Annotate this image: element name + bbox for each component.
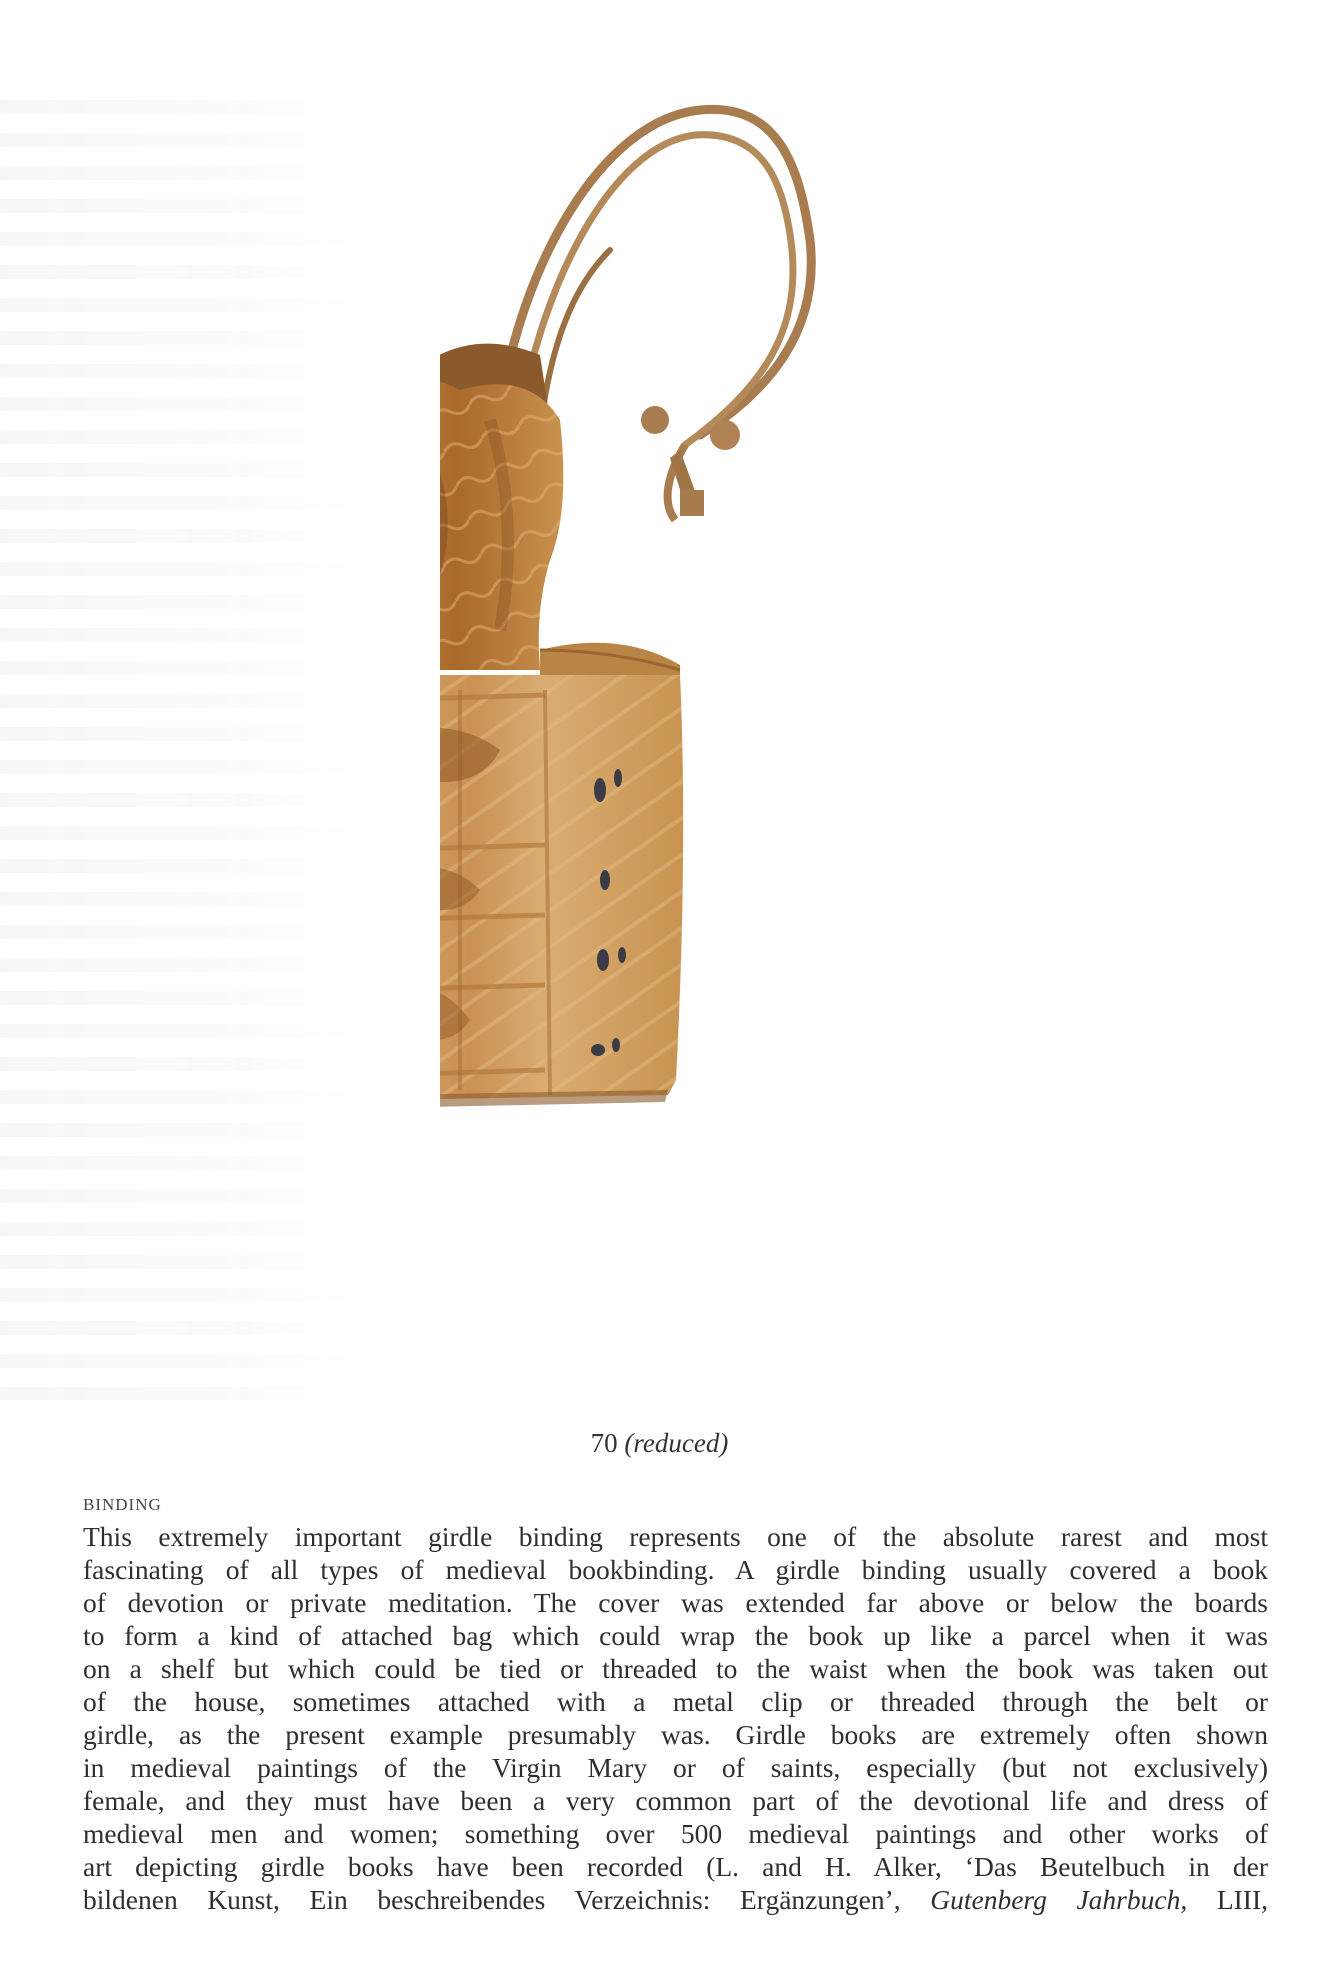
text-line: female, and they must have been a very common part of the devotional life and dress of [83, 1785, 1268, 1816]
text-line-last [83, 1883, 1268, 1916]
figure-note: (reduced) [624, 1428, 729, 1458]
text-line: fascinating of all types of medieval bookbinding. A girdle binding usually covered a book [83, 1554, 1268, 1585]
text-line: on a shelf but which could be tied or threaded to the waist when the book was taken out [83, 1653, 1268, 1684]
text-line: to form a kind of attached bag which could wrap the book up like a parcel when it was [83, 1620, 1268, 1651]
girdle-book-photo [440, 90, 1040, 1410]
show-through-text [0, 100, 360, 1400]
description-text [83, 1520, 1268, 1916]
text-line: of devotion or private meditation. The cover was extended far above or below the boards [83, 1587, 1268, 1618]
journal-title: Gutenberg Jahrbuch, [930, 1884, 1188, 1915]
text-line: This extremely important girdle binding represents one of the absolute rarest and most [83, 1521, 1268, 1552]
figure-caption [0, 1428, 1319, 1459]
text-line: in medieval paintings of the Virgin Mary or of saints, especially (but not exclusively) [83, 1752, 1268, 1783]
text-line: of the house, sometimes attached with a metal clip or threaded through the belt or [83, 1686, 1268, 1717]
text-line: girdle, as the present example presumably was. Girdle books are extremely often shown [83, 1719, 1268, 1750]
section-heading: BINDING [83, 1495, 162, 1514]
citation-text: bildenen Kunst, Ein beschreibendes Verzeichnis: Ergänzungen’, [83, 1884, 931, 1915]
text-line: medieval men and women; something over 500 medieval paintings and other works of [83, 1818, 1268, 1849]
text-line: art depicting girdle books have been recorded (L. and H. Alker, ‘Das Beutelbuch in der [83, 1851, 1268, 1882]
citation-volume: LIII, [1187, 1884, 1268, 1915]
figure-number: 70 [590, 1428, 618, 1458]
